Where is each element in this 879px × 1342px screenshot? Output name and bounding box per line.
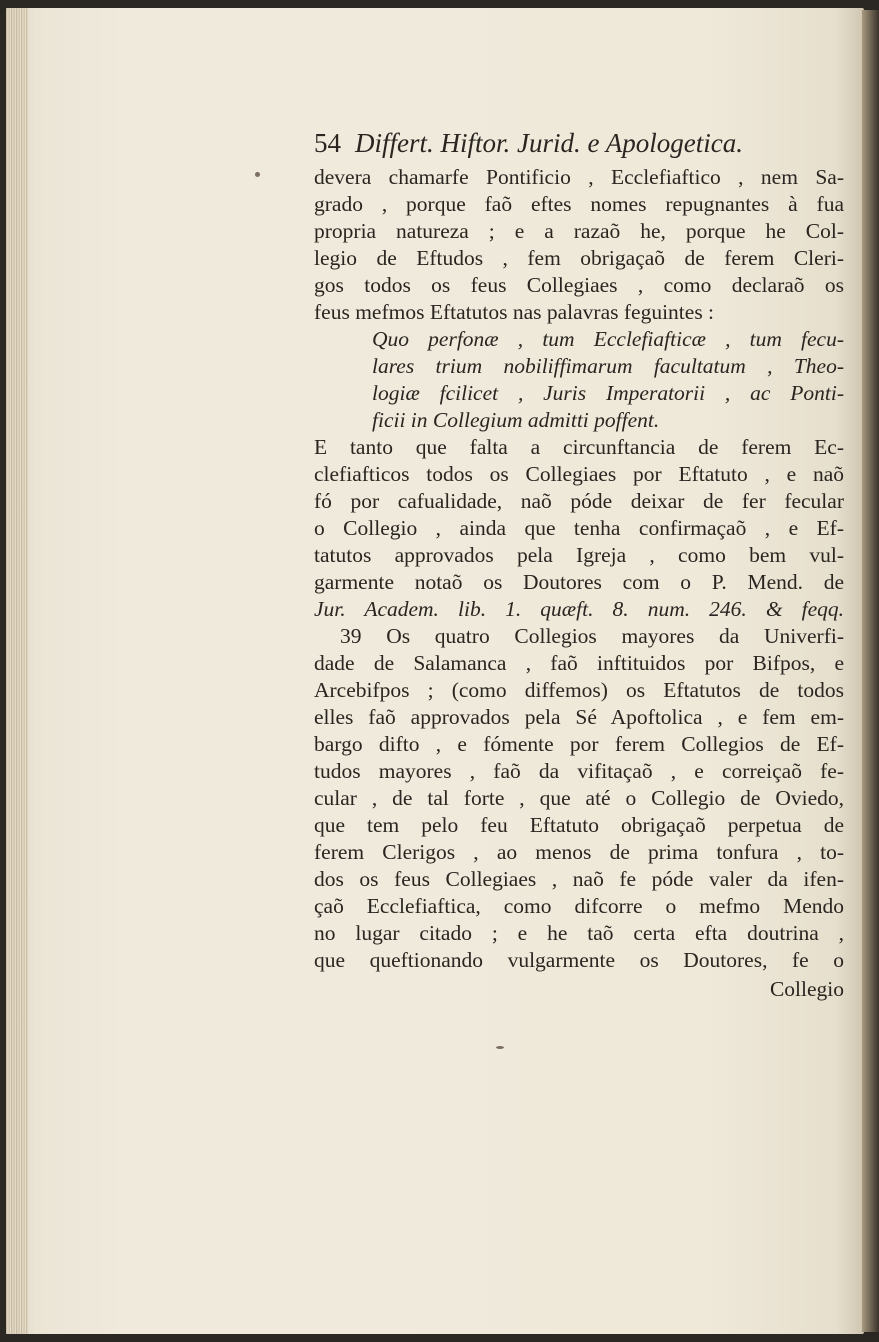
text-line: grado , porque faõ eftes nomes repugnantes à fua — [314, 192, 844, 216]
text-line: que queftionando vulgarmente os Doutores, fe o — [314, 948, 844, 972]
text-line: elles faõ approvados pela Sé Apoftolica , e fem em- — [314, 705, 844, 729]
page-gutter — [6, 8, 28, 1334]
text-line: ferem Clerigos , ao menos de prima tonfura , to- — [314, 840, 844, 864]
text-line: çaõ Ecclefiaftica, como difcorre o mefmo Mendo — [314, 894, 844, 918]
ink-speck — [255, 172, 260, 177]
text-line: o Collegio , ainda que tenha confirmaçaõ , e Ef- — [314, 516, 844, 540]
running-header — [314, 126, 844, 160]
page-number: 54 — [314, 128, 341, 158]
quote-line: logiæ fcilicet , Juris Imperatorii , ac Ponti- — [372, 381, 844, 405]
text-line: feus mefmos Eftatutos nas palavras feguintes : — [314, 300, 715, 324]
text-line: devera chamarfe Pontificio , Ecclefiaftico , nem Sa- — [314, 165, 844, 189]
quote-line: Quo perfonæ , tum Ecclefiafticæ , tum fecu- — [372, 327, 844, 351]
ink-speck — [496, 1046, 504, 1049]
page-edge — [862, 10, 879, 1332]
quote-line: ficii in Collegium admitti poffent. — [372, 408, 660, 432]
text-line: dade de Salamanca , faõ inftituidos por Bifpos, e — [314, 651, 844, 675]
text-line: que tem pelo feu Eftatuto obrigaçaõ perpetua de — [314, 813, 844, 837]
text-line: tatutos approvados pela Igreja , como bem vul- — [314, 543, 844, 567]
text-line: Arcebifpos ; (como diffemos) os Eftatutos de todos — [314, 678, 844, 702]
text-line: bargo difto , e fómente por ferem Collegios de Ef- — [314, 732, 844, 756]
text-line: fó por cafualidade, naõ póde deixar de fer fecular — [314, 489, 844, 513]
text-line: no lugar citado ; e he taõ certa efta doutrina , — [314, 921, 844, 945]
catchword: Collegio — [769, 977, 844, 1001]
text-line: E tanto que falta a circunftancia de ferem Ec- — [314, 435, 844, 459]
text-line: legio de Eftudos , fem obrigaçaõ de ferem Cleri- — [314, 246, 844, 270]
paragraph-39-start: 39 Os quatro Collegios mayores da Univerfi- — [340, 624, 844, 648]
text-line: garmente notaõ os Doutores com o P. Mend. de — [314, 570, 844, 594]
text-block — [314, 126, 844, 1003]
text-line: cular , de tal forte , que até o Collegio de Oviedo, — [314, 786, 844, 810]
running-title: Differt. Hiftor. Jurid. e Apologetica. — [355, 128, 743, 158]
text-line: tudos mayores , faõ da vifitaçaõ , e correiçaõ fe- — [314, 759, 844, 783]
text-line: clefiafticos todos os Collegiaes por Eftatuto , e naõ — [314, 462, 844, 486]
text-line: gos todos os feus Collegiaes , como declaraõ os — [314, 273, 844, 297]
text-line: dos os feus Collegiaes , naõ fe póde valer da ifen- — [314, 867, 844, 891]
quote-line: lares trium nobiliffimarum facultatum , Theo- — [372, 354, 844, 378]
citation-line: Jur. Academ. lib. 1. quæft. 8. num. 246. & feqq. — [314, 597, 844, 621]
text-line: propria natureza ; e a razaõ he, porque he Col- — [314, 219, 844, 243]
